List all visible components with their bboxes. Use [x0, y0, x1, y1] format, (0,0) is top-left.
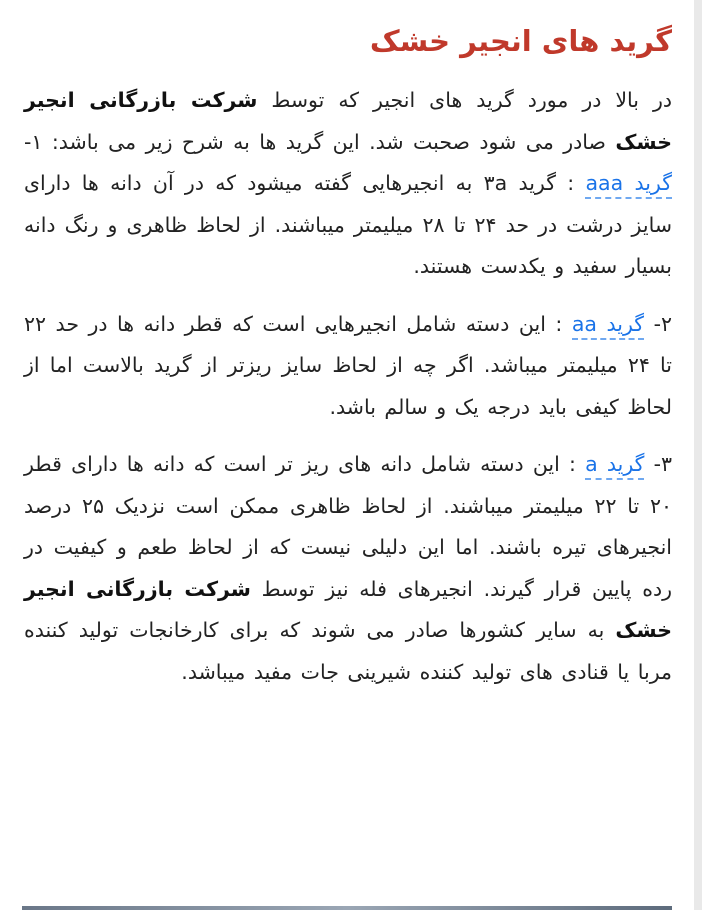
paragraph-grade-aa — [24, 304, 672, 429]
text-span: به سایر کشورها صادر می شوند که برای کارخانجات تولید کننده مربا یا قنادی های تولید کننده شیرینی جات مفید میباشد. — [24, 618, 672, 684]
grade-aaa-link[interactable]: گرید aaa — [585, 171, 672, 199]
paragraph-intro — [24, 80, 672, 288]
text-span: ۳- — [644, 452, 672, 476]
paragraph-grade-a — [24, 444, 672, 693]
section-title: گرید های انجیر خشک — [369, 24, 672, 58]
grade-aa-link[interactable]: گرید aa — [572, 312, 644, 340]
text-span: ۲- — [644, 311, 672, 336]
next-image-edge — [22, 906, 672, 910]
grade-a-link[interactable]: گرید a — [585, 452, 644, 480]
text-span: صادر می شود صحبت شد. این گرید ها به شرح زیر می باشد: ۱- — [24, 129, 616, 154]
company-name-bold: شرکت بازرگانی انجیر خشک — [24, 576, 672, 642]
company-name-bold: شرکت بازرگانی انجیر خشک — [24, 88, 672, 154]
text-span: : گرید ۳a به انجیرهایی گفته میشود که در آن دانه ها دارای سایز درشت در حد ۲۴ تا ۲۸ میلیمتر میباشند. از لحاظ ظاهری و رنگ دانه بسیار سفید و یکدست هستند. — [24, 171, 672, 278]
page-margin — [694, 0, 702, 910]
text-span: : این دسته شامل انجیرهایی است که قطر دانه ها در حد ۲۲ تا ۲۴ میلیمتر میباشد. اگر چه از لحاظ سایز ریزتر از گرید بالاست اما از لحاظ کیفی باید درجه یک و سالم باشد. — [24, 311, 672, 419]
text-span: : این دسته شامل دانه های ریز تر است که دانه ها دارای قطر ۲۰ تا ۲۲ میلیمتر میباشند. از لحاظ ظاهری ممکن است نزدیک ۲۵ درصد انجیرهای تیره باشند. اما این دلیلی نیست که از لحاظ طعم و کیفیت در رده پایین قرار گیرند. انجیرهای فله نیز توسط — [24, 452, 673, 601]
text-span: در بالا در مورد گرید های انجیر که توسط — [257, 88, 673, 112]
